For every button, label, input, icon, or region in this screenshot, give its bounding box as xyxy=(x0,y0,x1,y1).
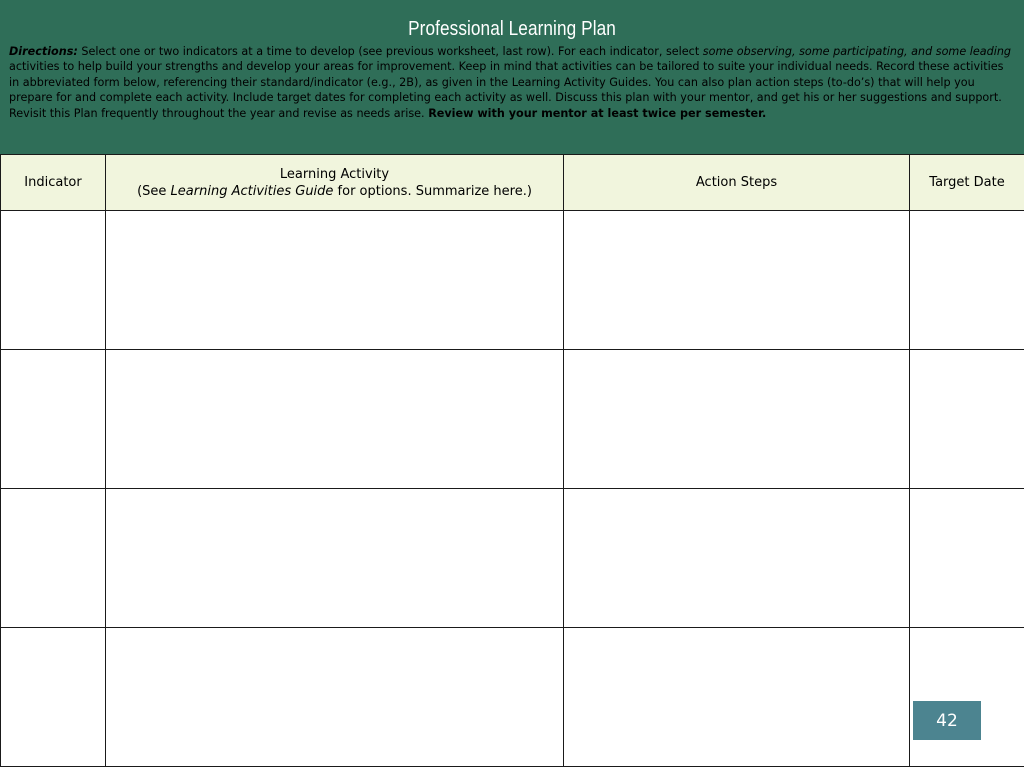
column-header-action-steps: Action Steps xyxy=(564,155,910,211)
indicator-cell[interactable] xyxy=(1,489,106,628)
action-steps-cell[interactable] xyxy=(564,211,910,350)
directions-text xyxy=(9,44,1015,121)
column-header-learning-activity xyxy=(106,155,564,211)
column-header-target-date: Target Date xyxy=(910,155,1024,211)
learning-plan-table xyxy=(0,154,1024,767)
activity-header-guide: Learning Activities Guide xyxy=(170,183,334,199)
table-row xyxy=(1,211,1024,350)
directions-text-2: activities to help build your strengths and develop your areas for improvement. Keep in mind that activities can be tailored to suite your individual needs. Record these activities in abbreviated form below, referencing their standard/indicator (e.g., 2B), as given in the Learning Activity Guides. You can also plan action steps (to-do’s) that will help you prepare for and complete each activity. Include target dates for completing each activity as well. Discuss this plan with your mentor, and get his or her suggestions and support. xyxy=(9,60,1004,105)
action-steps-cell[interactable] xyxy=(564,350,910,489)
learning-activity-cell[interactable] xyxy=(106,211,564,350)
target-date-cell[interactable] xyxy=(910,628,1024,767)
learning-activity-cell[interactable] xyxy=(106,628,564,767)
revisit-bold: Review with your mentor at least twice per semester. xyxy=(428,106,767,120)
page-number-badge: 42 xyxy=(913,701,981,740)
activity-header-pre: (See xyxy=(137,183,171,199)
learning-activity-cell[interactable] xyxy=(106,489,564,628)
activity-header-post: for options. Summarize here.) xyxy=(333,183,532,199)
learning-activity-cell[interactable] xyxy=(106,350,564,489)
directions-text-1: Select one or two indicators at a time to develop (see previous worksheet, last row). For each indicator, select xyxy=(77,45,703,58)
activity-header-line1: Learning Activity xyxy=(279,166,390,182)
directions-paragraph xyxy=(9,44,1015,106)
column-header-indicator: Indicator xyxy=(1,155,106,211)
target-date-cell[interactable] xyxy=(910,489,1024,628)
action-steps-cell[interactable] xyxy=(564,628,910,767)
revisit-text: Revisit this Plan frequently throughout the year and revise as needs arise. xyxy=(9,106,429,120)
table-row xyxy=(1,628,1024,767)
table-row xyxy=(1,350,1024,489)
target-date-cell[interactable] xyxy=(910,211,1024,350)
directions-label: Directions: xyxy=(9,45,78,58)
page-title: Professional Learning Plan xyxy=(408,18,616,40)
indicator-cell[interactable] xyxy=(1,211,106,350)
indicator-cell[interactable] xyxy=(1,350,106,489)
table-row xyxy=(1,489,1024,628)
revisit-paragraph xyxy=(9,106,1015,121)
header-banner xyxy=(0,0,1024,154)
directions-emphasis: some observing, some participating, and some leading xyxy=(702,45,1012,58)
target-date-cell[interactable] xyxy=(910,350,1024,489)
action-steps-cell[interactable] xyxy=(564,489,910,628)
indicator-cell[interactable] xyxy=(1,628,106,767)
table-header-row xyxy=(1,155,1024,211)
